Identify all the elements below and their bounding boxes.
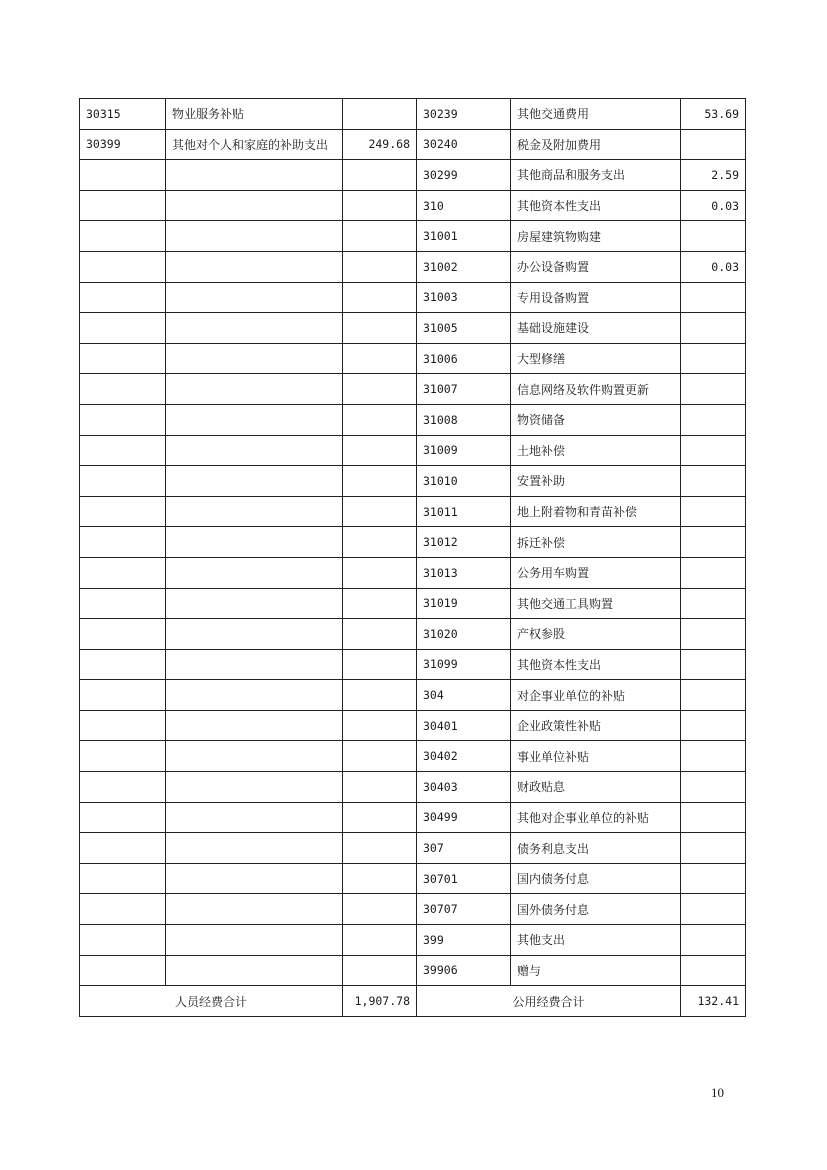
left-code-cell — [80, 251, 166, 282]
right-code-cell: 310 — [417, 190, 511, 221]
public-total-label: 公用经费合计 — [417, 986, 681, 1017]
right-code-cell: 30402 — [417, 741, 511, 772]
left-name-cell — [166, 374, 343, 405]
left-amount-cell — [343, 435, 417, 466]
right-amount-cell — [681, 557, 746, 588]
right-amount-cell — [681, 313, 746, 344]
table-row — [80, 741, 746, 772]
left-amount-cell — [343, 527, 417, 558]
left-amount-cell — [343, 710, 417, 741]
left-code-cell — [80, 741, 166, 772]
left-name-cell — [166, 313, 343, 344]
right-name-cell: 赠与 — [511, 955, 681, 986]
table-row — [80, 466, 746, 497]
table-row — [80, 955, 746, 986]
table-row — [80, 435, 746, 466]
right-code-cell: 30401 — [417, 710, 511, 741]
left-amount-cell — [343, 374, 417, 405]
table-row — [80, 802, 746, 833]
right-name-cell: 产权参股 — [511, 619, 681, 650]
table-row — [80, 588, 746, 619]
left-amount-cell — [343, 772, 417, 803]
table-row — [80, 404, 746, 435]
table-row — [80, 680, 746, 711]
left-name-cell — [166, 466, 343, 497]
left-name-cell — [166, 190, 343, 221]
right-name-cell: 其他交通工具购置 — [511, 588, 681, 619]
personnel-total-amount: 1,907.78 — [343, 986, 417, 1017]
left-amount-cell — [343, 863, 417, 894]
left-amount-cell — [343, 313, 417, 344]
right-amount-cell: 0.03 — [681, 251, 746, 282]
left-amount-cell — [343, 649, 417, 680]
left-code-cell — [80, 527, 166, 558]
left-amount-cell — [343, 190, 417, 221]
table-row — [80, 251, 746, 282]
left-amount-cell — [343, 221, 417, 252]
right-code-cell: 31007 — [417, 374, 511, 405]
table-row — [80, 925, 746, 956]
left-name-cell — [166, 619, 343, 650]
right-name-cell: 对企事业单位的补贴 — [511, 680, 681, 711]
right-name-cell: 其他对企事业单位的补贴 — [511, 802, 681, 833]
left-name-cell — [166, 221, 343, 252]
right-code-cell: 30499 — [417, 802, 511, 833]
left-code-cell — [80, 710, 166, 741]
left-name-cell — [166, 282, 343, 313]
left-amount-cell — [343, 925, 417, 956]
left-amount-cell — [343, 802, 417, 833]
left-code-cell — [80, 160, 166, 191]
left-code-cell — [80, 863, 166, 894]
table-row — [80, 221, 746, 252]
left-name-cell — [166, 833, 343, 864]
right-name-cell: 公务用车购置 — [511, 557, 681, 588]
table-row — [80, 833, 746, 864]
right-name-cell: 其他商品和服务支出 — [511, 160, 681, 191]
left-amount-cell — [343, 833, 417, 864]
left-code-cell: 30399 — [80, 129, 166, 160]
left-code-cell — [80, 925, 166, 956]
left-code-cell — [80, 374, 166, 405]
table-row — [80, 129, 746, 160]
left-code-cell — [80, 282, 166, 313]
right-amount-cell — [681, 527, 746, 558]
right-amount-cell — [681, 466, 746, 497]
table-row — [80, 527, 746, 558]
left-name-cell — [166, 527, 343, 558]
left-name-cell: 其他对个人和家庭的补助支出 — [166, 129, 343, 160]
left-amount-cell — [343, 404, 417, 435]
right-code-cell: 31019 — [417, 588, 511, 619]
right-code-cell: 31008 — [417, 404, 511, 435]
right-name-cell: 物资储备 — [511, 404, 681, 435]
left-code-cell — [80, 466, 166, 497]
right-amount-cell — [681, 680, 746, 711]
right-name-cell: 大型修缮 — [511, 343, 681, 374]
left-name-cell — [166, 496, 343, 527]
table-row — [80, 313, 746, 344]
left-code-cell — [80, 190, 166, 221]
left-amount-cell — [343, 557, 417, 588]
right-code-cell: 31003 — [417, 282, 511, 313]
left-name-cell — [166, 741, 343, 772]
right-name-cell: 专用设备购置 — [511, 282, 681, 313]
table-row — [80, 894, 746, 925]
public-total-amount: 132.41 — [681, 986, 746, 1017]
right-code-cell: 31001 — [417, 221, 511, 252]
table-body — [80, 99, 746, 1017]
right-name-cell: 国外债务付息 — [511, 894, 681, 925]
right-name-cell: 信息网络及软件购置更新 — [511, 374, 681, 405]
right-code-cell: 31005 — [417, 313, 511, 344]
right-name-cell: 办公设备购置 — [511, 251, 681, 282]
right-amount-cell — [681, 833, 746, 864]
right-name-cell: 其他交通费用 — [511, 99, 681, 130]
left-code-cell — [80, 404, 166, 435]
left-amount-cell — [343, 99, 417, 130]
table-row — [80, 160, 746, 191]
left-code-cell — [80, 221, 166, 252]
right-name-cell: 其他支出 — [511, 925, 681, 956]
right-code-cell: 31013 — [417, 557, 511, 588]
left-name-cell — [166, 649, 343, 680]
right-name-cell: 其他资本性支出 — [511, 190, 681, 221]
right-code-cell: 39906 — [417, 955, 511, 986]
right-amount-cell — [681, 863, 746, 894]
right-amount-cell — [681, 741, 746, 772]
right-amount-cell — [681, 802, 746, 833]
left-amount-cell — [343, 496, 417, 527]
left-amount-cell — [343, 282, 417, 313]
left-code-cell — [80, 557, 166, 588]
table-row — [80, 710, 746, 741]
right-amount-cell: 2.59 — [681, 160, 746, 191]
right-amount-cell — [681, 404, 746, 435]
table-row — [80, 772, 746, 803]
right-name-cell: 事业单位补贴 — [511, 741, 681, 772]
personnel-total-label: 人员经费合计 — [80, 986, 343, 1017]
right-name-cell: 基础设施建设 — [511, 313, 681, 344]
right-code-cell: 30239 — [417, 99, 511, 130]
left-code-cell — [80, 955, 166, 986]
right-code-cell: 31011 — [417, 496, 511, 527]
left-code-cell — [80, 833, 166, 864]
right-code-cell: 30701 — [417, 863, 511, 894]
right-code-cell: 31006 — [417, 343, 511, 374]
expenditure-table — [79, 98, 746, 1017]
left-name-cell — [166, 802, 343, 833]
left-name-cell — [166, 588, 343, 619]
table-row — [80, 343, 746, 374]
table-row — [80, 649, 746, 680]
left-code-cell — [80, 772, 166, 803]
left-amount-cell — [343, 343, 417, 374]
right-amount-cell — [681, 129, 746, 160]
right-name-cell: 地上附着物和青苗补偿 — [511, 496, 681, 527]
left-name-cell — [166, 925, 343, 956]
left-amount-cell: 249.68 — [343, 129, 417, 160]
table-row — [80, 99, 746, 130]
table-row — [80, 619, 746, 650]
left-amount-cell — [343, 160, 417, 191]
left-amount-cell — [343, 619, 417, 650]
totals-row — [80, 986, 746, 1017]
right-name-cell: 房屋建筑物购建 — [511, 221, 681, 252]
right-amount-cell — [681, 925, 746, 956]
right-name-cell: 土地补偿 — [511, 435, 681, 466]
left-name-cell — [166, 680, 343, 711]
left-code-cell — [80, 802, 166, 833]
right-name-cell: 债务利息支出 — [511, 833, 681, 864]
right-amount-cell — [681, 955, 746, 986]
left-code-cell — [80, 496, 166, 527]
left-amount-cell — [343, 251, 417, 282]
right-code-cell: 30707 — [417, 894, 511, 925]
table-row — [80, 863, 746, 894]
right-name-cell: 国内债务付息 — [511, 863, 681, 894]
right-code-cell: 31009 — [417, 435, 511, 466]
right-code-cell: 30403 — [417, 772, 511, 803]
left-code-cell — [80, 313, 166, 344]
left-name-cell — [166, 772, 343, 803]
table-row — [80, 374, 746, 405]
left-name-cell — [166, 343, 343, 374]
left-name-cell — [166, 435, 343, 466]
left-name-cell — [166, 894, 343, 925]
left-code-cell — [80, 680, 166, 711]
left-amount-cell — [343, 680, 417, 711]
left-code-cell — [80, 343, 166, 374]
right-code-cell: 31002 — [417, 251, 511, 282]
right-amount-cell — [681, 374, 746, 405]
right-name-cell: 安置补助 — [511, 466, 681, 497]
left-name-cell: 物业服务补贴 — [166, 99, 343, 130]
right-code-cell: 30240 — [417, 129, 511, 160]
right-code-cell: 31020 — [417, 619, 511, 650]
table-row — [80, 496, 746, 527]
left-code-cell — [80, 619, 166, 650]
table-row — [80, 190, 746, 221]
right-amount-cell — [681, 282, 746, 313]
left-code-cell — [80, 894, 166, 925]
left-amount-cell — [343, 741, 417, 772]
right-amount-cell — [681, 710, 746, 741]
right-amount-cell — [681, 772, 746, 803]
right-name-cell: 其他资本性支出 — [511, 649, 681, 680]
right-code-cell: 31012 — [417, 527, 511, 558]
table-row — [80, 557, 746, 588]
right-name-cell: 企业政策性补贴 — [511, 710, 681, 741]
left-amount-cell — [343, 894, 417, 925]
left-amount-cell — [343, 955, 417, 986]
left-name-cell — [166, 955, 343, 986]
right-amount-cell: 53.69 — [681, 99, 746, 130]
page-number: 10 — [711, 1085, 724, 1100]
left-name-cell — [166, 557, 343, 588]
right-code-cell: 31010 — [417, 466, 511, 497]
left-code-cell — [80, 435, 166, 466]
right-amount-cell — [681, 435, 746, 466]
left-amount-cell — [343, 466, 417, 497]
right-amount-cell — [681, 619, 746, 650]
left-amount-cell — [343, 588, 417, 619]
left-name-cell — [166, 404, 343, 435]
right-amount-cell — [681, 894, 746, 925]
right-code-cell: 304 — [417, 680, 511, 711]
right-code-cell: 31099 — [417, 649, 511, 680]
right-code-cell: 399 — [417, 925, 511, 956]
left-code-cell — [80, 588, 166, 619]
right-amount-cell: 0.03 — [681, 190, 746, 221]
right-name-cell: 拆迁补偿 — [511, 527, 681, 558]
left-name-cell — [166, 710, 343, 741]
table-row — [80, 282, 746, 313]
right-code-cell: 307 — [417, 833, 511, 864]
right-amount-cell — [681, 649, 746, 680]
right-amount-cell — [681, 343, 746, 374]
right-amount-cell — [681, 221, 746, 252]
right-name-cell: 税金及附加费用 — [511, 129, 681, 160]
left-code-cell — [80, 649, 166, 680]
left-code-cell: 30315 — [80, 99, 166, 130]
left-name-cell — [166, 160, 343, 191]
right-amount-cell — [681, 588, 746, 619]
right-code-cell: 30299 — [417, 160, 511, 191]
right-amount-cell — [681, 496, 746, 527]
left-name-cell — [166, 251, 343, 282]
left-name-cell — [166, 863, 343, 894]
right-name-cell: 财政贴息 — [511, 772, 681, 803]
